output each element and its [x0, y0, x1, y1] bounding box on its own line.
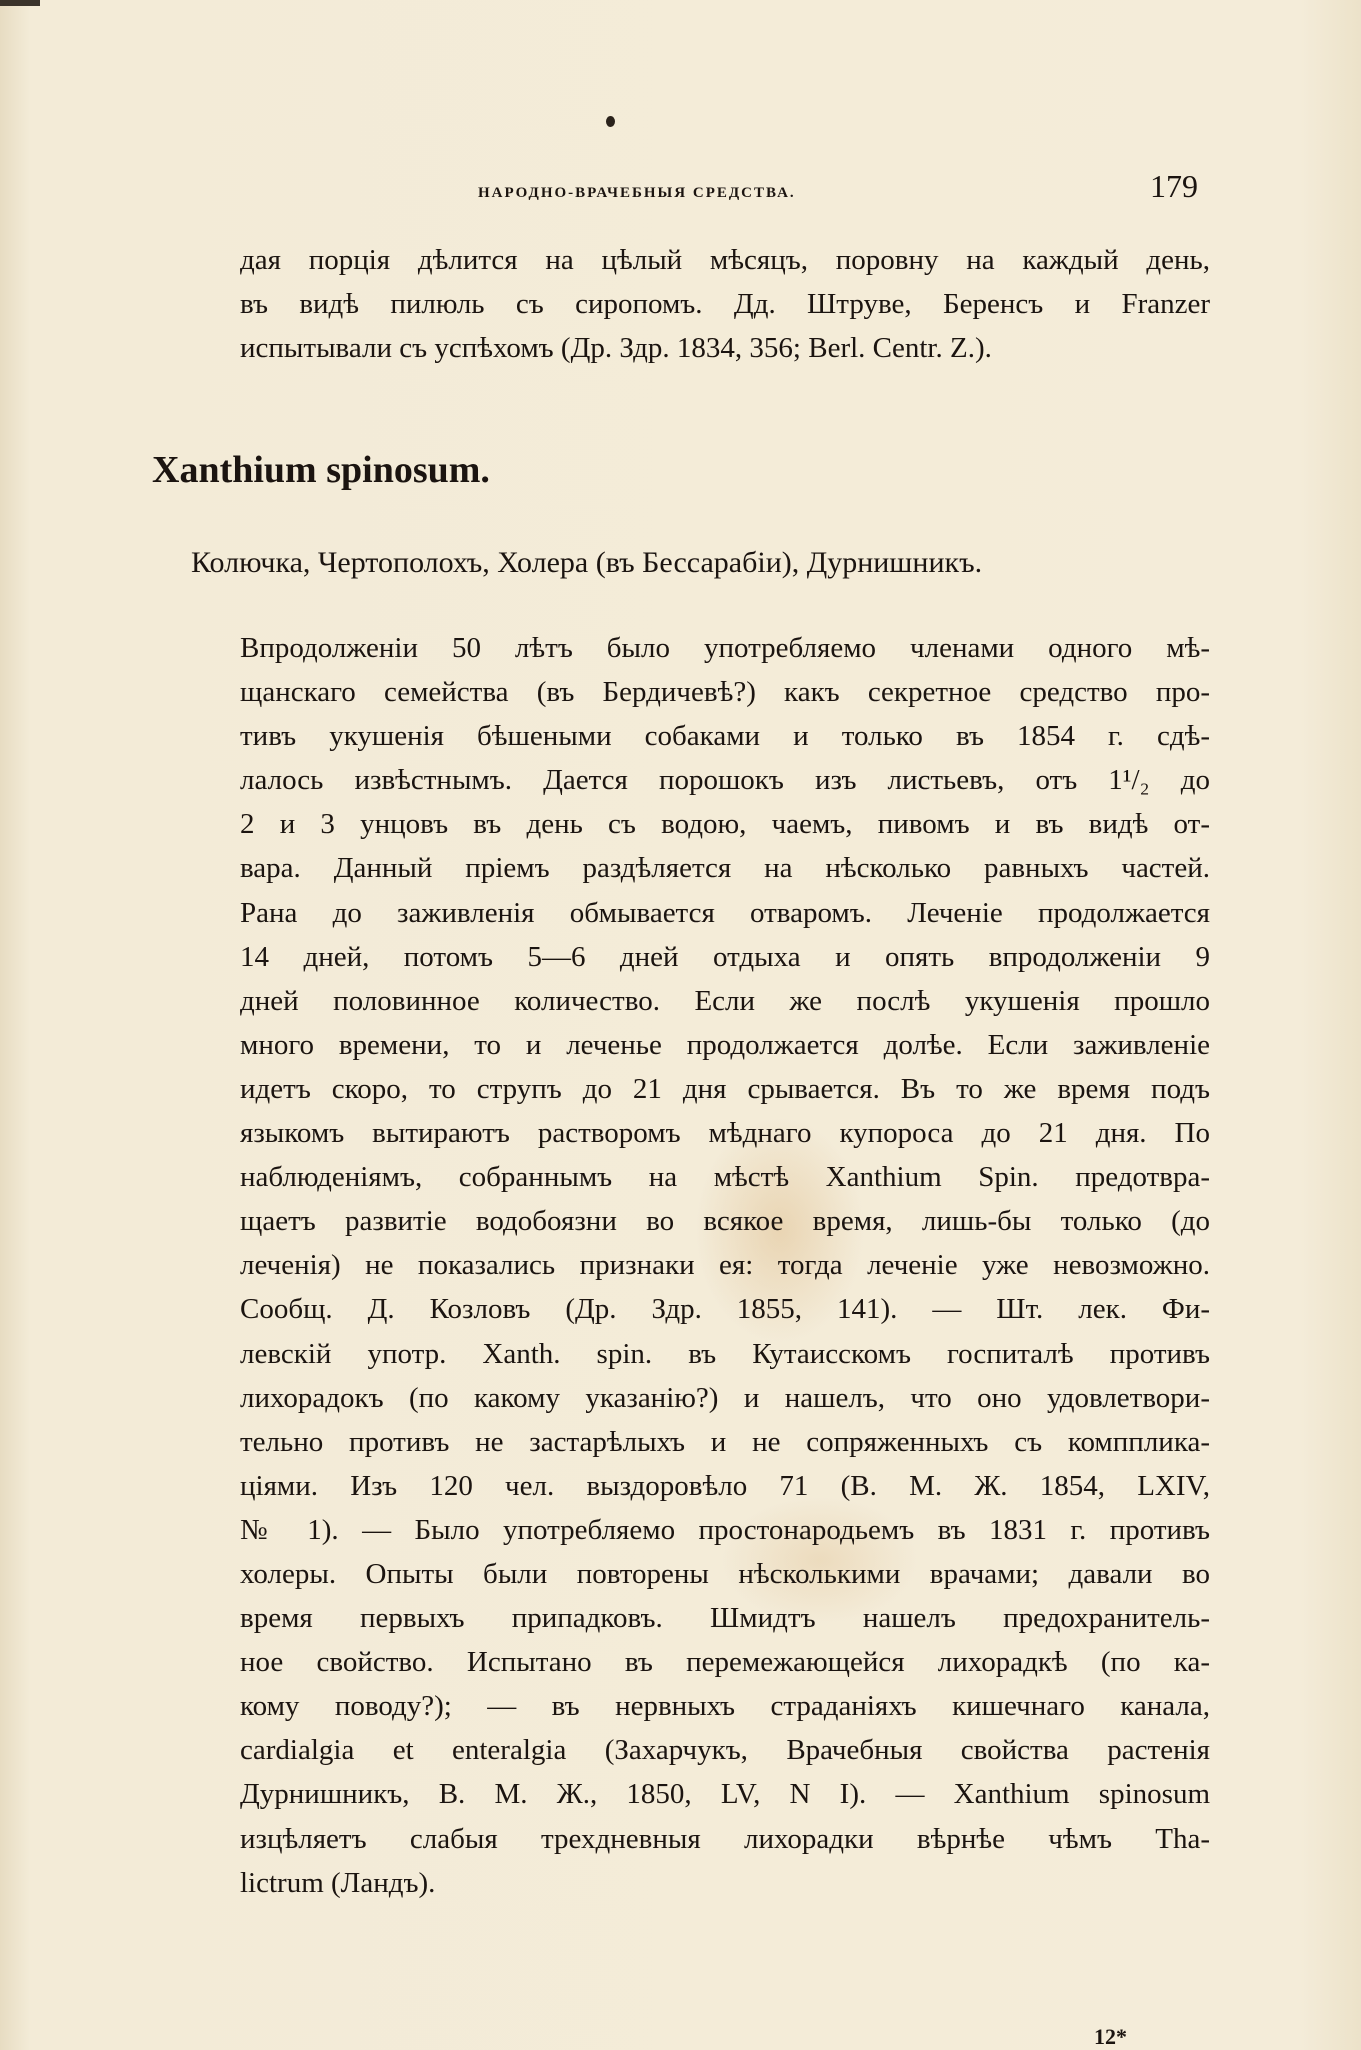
signature-mark: 12* [1094, 2024, 1127, 2049]
body-line: Сообщ. Д. Козловъ (Др. Здр. 1855, 141). — Шт. лек. Фи- [240, 1293, 1210, 1326]
body-line: лихорадокъ (по какому указанію?) и нашелъ, что оно удовлетвори- [240, 1381, 1210, 1414]
body-line: идетъ скоро, то струпъ до 21 дня срывается. Въ то же время подъ [240, 1072, 1210, 1105]
page-number: 179 [1150, 168, 1198, 204]
body-line: 2 и 3 унцовъ въ день съ водою, чаемъ, пивомъ и въ видѣ от- [240, 808, 1210, 841]
body-line: тивъ укушенія бѣшеными собаками и только въ 1854 г. сдѣ- [240, 720, 1210, 753]
body-line: кому поводу?); — въ нервныхъ страданіяхъ кишечнаго канала, [240, 1690, 1210, 1723]
running-head: НАРОДНО-ВРАЧЕБНЫЯ СРЕДСТВА. [478, 185, 796, 201]
body-line: время первыхъ припадковъ. Шмидтъ нашелъ предохранитель- [240, 1602, 1210, 1635]
body-line: дней половинное количество. Если же послѣ укушенія прошло [240, 984, 1210, 1017]
body-line: вара. Данный пріемъ раздѣляется на нѣсколько равныхъ частей. [240, 852, 1210, 885]
body-line: cardialgia et enteralgia (Захарчукъ, Врачебныя свойства растенія [240, 1734, 1210, 1767]
body-line: лалось извѣстнымъ. Дается порошокъ изъ листьевъ, отъ 1¹/₂ до [240, 764, 1210, 797]
body-paragraph [240, 626, 1210, 1905]
body-line: наблюденіямъ, собраннымъ на мѣстѣ Xanthium Spin. предотвра- [240, 1161, 1210, 1194]
printer-dot [606, 116, 615, 127]
body-line: щанскаго семейства (въ Бердичевѣ?) какъ секретное средство про- [240, 676, 1210, 709]
body-line: 14 дней, потомъ 5—6 дней отдыха и опять впродолженіи 9 [240, 940, 1210, 973]
body-line: lictrum (Ландъ). [240, 1866, 436, 1899]
body-line: щаетъ развитіе водобоязни во всякое время, лишь-бы только (до [240, 1205, 1210, 1238]
body-line: Впродолженіи 50 лѣтъ было употребляемо членами одного мѣ- [240, 632, 1210, 664]
body-line: левскій употр. Xanth. spin. въ Кутаисскомъ госпиталѣ противъ [240, 1337, 1210, 1370]
body-line: ное свойство. Испытано въ перемежающейся лихорадкѣ (по ка- [240, 1646, 1210, 1679]
intro-line: испытывали съ успѣхомъ (Др. Здр. 1834, 356; Berl. Centr. Z.). [240, 332, 992, 365]
body-line: изцѣляетъ слабыя трехдневныя лихорадки вѣрнѣе чѣмъ Tha- [240, 1822, 1210, 1855]
intro-paragraph [240, 238, 1210, 370]
body-line: холеры. Опыты были повторены нѣсколькими врачами; давали во [240, 1557, 1210, 1590]
body-line: Дурнишникъ, В. М. Ж., 1850, LV, N I). — Xanthium spinosum [240, 1778, 1210, 1811]
body-line: № 1). — Было употребляемо простонародьемъ въ 1831 г. противъ [240, 1513, 1210, 1546]
scan-corner-mark [0, 0, 40, 6]
body-line: леченія) не показались признаки ея: тогда леченіе уже невозможно. [240, 1249, 1210, 1282]
body-line: ціями. Изъ 120 чел. выздоровѣло 71 (В. М. Ж. 1854, LXIV, [240, 1469, 1210, 1502]
intro-line: въ видѣ пилюль съ сиропомъ. Дд. Штруве, Беренсъ и Franzer [240, 288, 1210, 321]
body-line: много времени, то и леченье продолжается долѣе. Если заживленіе [240, 1028, 1210, 1061]
synonyms-line: Колючка, Чертополохъ, Холера (въ Бессарабіи), Дурнишникъ. [191, 546, 983, 579]
body-line: Рана до заживленія обмывается отваромъ. Леченіе продолжается [240, 896, 1210, 929]
body-line: тельно противъ не застарѣлыхъ и не сопряженныхъ съ компплика- [240, 1425, 1210, 1458]
body-line: языкомъ вытираютъ растворомъ мѣднаго купороса до 21 дня. По [240, 1117, 1210, 1150]
section-heading: Xanthium spinosum. [152, 449, 490, 491]
intro-line: дая порція дѣлится на цѣлый мѣсяцъ, поровну на каждый день, [240, 244, 1210, 276]
